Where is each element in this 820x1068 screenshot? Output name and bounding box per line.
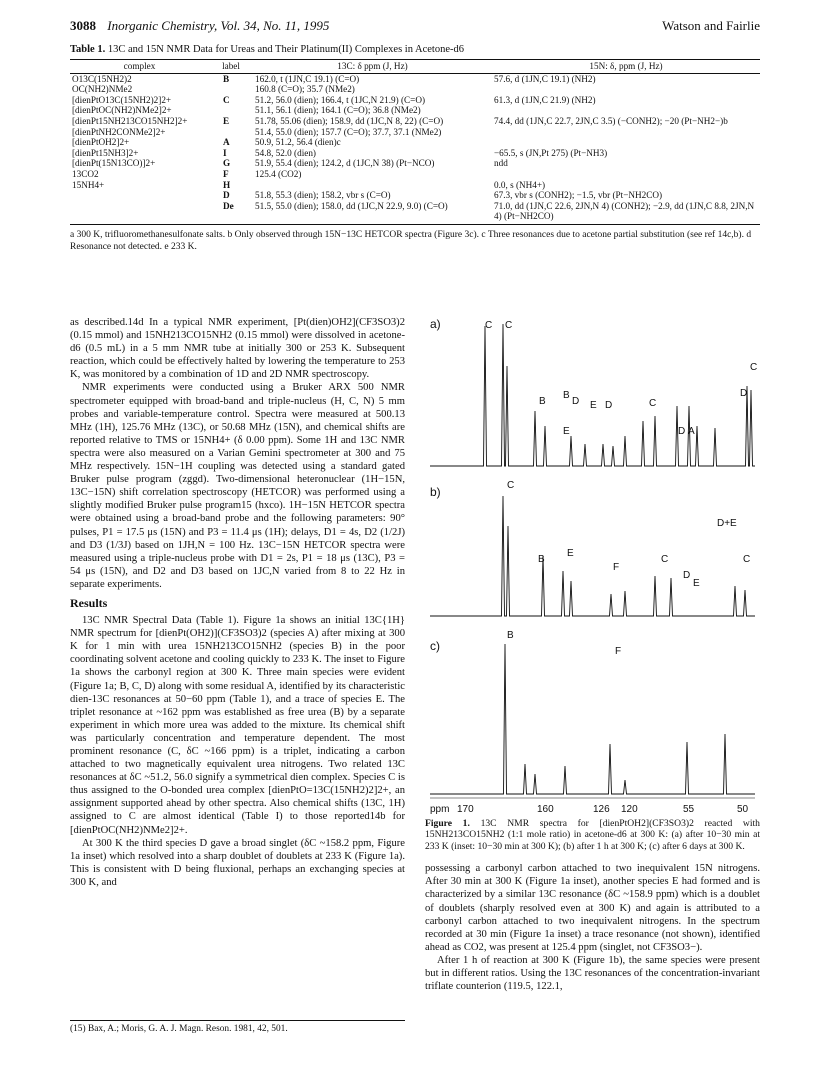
reference-footnote: (15) Bax, A.; Moris, G. A. J. Magn. Reson. 1981, 42, 501. bbox=[70, 1020, 405, 1034]
cell-label: C bbox=[223, 94, 230, 105]
axis-tick-label: 50 bbox=[737, 804, 749, 815]
table-row bbox=[70, 201, 760, 225]
peak-label-a: C bbox=[750, 362, 758, 373]
cell-c13: 51.1, 56.1 (dien); 164.1 (C=O); 36.8 (NMe2) bbox=[255, 105, 421, 116]
cell-complex: [dienPtNH2CONMe2]2+ bbox=[72, 126, 166, 137]
authors: Watson and Fairlie bbox=[662, 18, 760, 33]
body-paragraph: as described.14d In a typical NMR experiment, [Pt(dien)OH2](CF3SO3)2 (0.15 mmol) and 15NH213CO15NH2 (0.15 mmol) were dissolved in acetone-d6 (0.5 mL) in a 5 mm NMR tube at initially 300 or 253 K. Subsequent reaction, which could be effectively halted by lowering the temperature to 253 K, was monitored by a combination of 1D and 2D NMR spectroscopy. bbox=[70, 317, 405, 381]
page-number: 3088 bbox=[70, 18, 96, 33]
nmr-spectra-figure bbox=[425, 316, 760, 816]
peak-label-a: A bbox=[688, 426, 695, 437]
body-paragraph: possessing a carbonyl carbon attached to two inequivalent 15N nitrogens. After 30 min at 300 K (Figure 1a inset), another species E had formed and is characterized by a similar 13C resonance (δC ~158.9 ppm) which is a doublet of doublets (sharply resolved even at 300 K) and again is attributed to a carbonyl carbon attached to two inequivalent nitrogens. In the spectrum recorded at 30 min (Figure 1a inset) a trace resonance (not shown), identified ahead as CO2, was present at 125.4 ppm (singlet, not CF3SO3−). bbox=[425, 863, 760, 953]
peak-label-a: C bbox=[505, 320, 513, 331]
cell-n15 bbox=[492, 105, 760, 116]
cell-complex: [dienPtO13C(15NH2)2]2+ bbox=[72, 94, 172, 105]
cell-complex: OC(NH2)NMe2 bbox=[72, 84, 133, 95]
col-c13: 13C: δ ppm (J, Hz) bbox=[253, 60, 492, 74]
cell-complex: O13C(15NH2)2 bbox=[72, 73, 132, 84]
figure-1 bbox=[425, 316, 760, 816]
cell-label: F bbox=[223, 168, 229, 179]
axis-tick-label: 160 bbox=[537, 804, 554, 815]
cell-c13: 160.8 (C=O); 35.7 (NMe2) bbox=[255, 84, 355, 95]
col-label: label bbox=[209, 60, 253, 74]
peak-label-b: D+E bbox=[717, 518, 737, 529]
peak-label-b: E bbox=[693, 578, 700, 589]
peak-label-b: E bbox=[567, 548, 574, 559]
cell-complex: [dienPt(15N13CO)]2+ bbox=[72, 158, 156, 169]
cell-label: I bbox=[223, 147, 227, 158]
nmr-data-table bbox=[70, 59, 760, 225]
cell-label: A bbox=[223, 137, 230, 148]
cell-complex: [dienPtOH2]2+ bbox=[72, 137, 130, 148]
cell-n15: 67.3, vbr s (CONH2); −1.5, vbr (Pt−NH2CO) bbox=[494, 190, 663, 201]
peak-label-b: C bbox=[661, 554, 669, 565]
peak-label-a: C bbox=[485, 320, 493, 331]
cell-n15: 57.6, d (1JN,C 19.1) (NH2) bbox=[494, 73, 596, 84]
cell-label: H bbox=[223, 179, 231, 190]
table-row bbox=[70, 116, 760, 127]
cell-complex: [dienPtOC(NH2)NMe2]2+ bbox=[72, 105, 172, 116]
table-row bbox=[70, 95, 760, 106]
peak-label-a: E bbox=[590, 400, 597, 411]
cell-c13 bbox=[253, 180, 492, 191]
left-column bbox=[70, 316, 405, 889]
journal-citation: Inorganic Chemistry, Vol. 34, No. 11, 1995 bbox=[107, 18, 330, 33]
table-header-row bbox=[70, 60, 760, 74]
cell-n15: ndd bbox=[494, 158, 508, 169]
spectrum-trace-a bbox=[430, 324, 758, 466]
table-row bbox=[70, 158, 760, 169]
table-body bbox=[70, 73, 760, 224]
col-complex: complex bbox=[70, 60, 209, 74]
running-header bbox=[70, 18, 760, 38]
cell-c13: 125.4 (CO2) bbox=[255, 168, 302, 179]
peak-label-c: B bbox=[507, 630, 514, 641]
peak-label-b: C bbox=[507, 480, 515, 491]
cell-label bbox=[209, 84, 253, 95]
peak-label-b: C bbox=[743, 554, 751, 565]
body-paragraph: 13C NMR Spectral Data (Table 1). Figure 1a shows an initial 13C{1H} NMR spectrum for [dienPt(OH2)](CF3SO3)2 (species A) after mixing at 300 K for 1 min with urea 15NH213CO15NH2 (species B) in the poor coordinating solvent acetone and cooling quickly to 233 K. The inset to Figure 1a shows the carbonyl region at 300 K. Three main species were evident (Figure 1a; B, C, D) along with some residual A, identified by its characteristic dien-13C resonances at 50−60 ppm (Table 1), and a trace of species E. The triplet resonance at ~162 ppm was established as free urea (B) by a separate experiment in which more urea was added to the mixture. Its chemical shift was particularly concentration and temperature dependent. The most prominent resonance (C, δC ~166 ppm) is a triplet, indicating a carbon attached to two magnetically equivalent urea nitrogens. Two related 13C resonances at δC ~51.2, 56.0 signify a symmetrical dien complex. Species C is thus assigned to the O-bonded urea complex [dienPtO=13C(15NH2)2]2+, an assignment supported ahead by other spectra. Also chemical shifts (13C, 1H) assigned to C are almost identical (Table I) to those reported14b for [dienPtOC(NH2)NMe2]2+. bbox=[70, 615, 405, 836]
cell-c13: 51.8, 55.3 (dien); 158.2, vbr s (C=O) bbox=[255, 190, 391, 201]
table-row bbox=[70, 190, 760, 201]
peak-label-b: B bbox=[538, 554, 545, 565]
axis-tick-label: 170 bbox=[457, 804, 474, 815]
cell-n15 bbox=[492, 137, 760, 148]
peak-label-a: D bbox=[678, 426, 686, 437]
table-caption-text: 13C and 15N NMR Data for Ureas and Their Platinum(II) Complexes in Acetone-d6 bbox=[107, 44, 464, 55]
table-row bbox=[70, 180, 760, 191]
peak-label-b: F bbox=[613, 562, 620, 573]
peak-label-a: B bbox=[539, 396, 546, 407]
cell-label: G bbox=[223, 158, 231, 169]
axis-tick-label: 120 bbox=[621, 804, 638, 815]
cell-c13: 51.4, 55.0 (dien); 157.7 (C=O); 37.7, 37.1 (NMe2) bbox=[255, 126, 442, 137]
cell-label bbox=[209, 127, 253, 138]
peak-label-a: D bbox=[572, 396, 580, 407]
table-row bbox=[70, 127, 760, 138]
figure-caption bbox=[425, 818, 760, 852]
cell-n15 bbox=[492, 169, 760, 180]
spectrum-trace-c bbox=[430, 644, 755, 794]
cell-label bbox=[209, 105, 253, 116]
table-caption-label: Table 1. bbox=[70, 44, 106, 55]
page bbox=[70, 18, 760, 253]
figure-caption-text: 13C NMR spectra for [dienPtOH2](CF3SO3)2 reacted with 15NH213CO15NH2 (1:1 mole ratio) in acetone-d6 at 300 K: (a) after 10−30 min at 233 K (inset: 10−30 min at 300 K); (b) after 1 h at 300 K; (c) after 6 days at 300 K. bbox=[425, 818, 760, 852]
cell-label: De bbox=[209, 201, 253, 225]
panel-label-b: b) bbox=[430, 485, 441, 499]
table-footnote: a 300 K, trifluoromethanesulfonate salts. b Only observed through 15N−13C HETCOR spectra (Figure 3c). c Three resonances due to acetone partial substitution (see ref 14c,b). d Resonance not detected. e 233 K. bbox=[70, 229, 752, 252]
figure-caption-label: Figure 1. bbox=[425, 818, 470, 829]
cell-n15: 61.3, d (1JN,C 21.9) (NH2) bbox=[494, 94, 596, 105]
panel-label-a: a) bbox=[430, 317, 441, 331]
cell-c13: 54.8, 52.0 (dien) bbox=[255, 147, 316, 158]
table-row bbox=[70, 169, 760, 180]
cell-complex: [dienPt15NH3]2+ bbox=[72, 147, 139, 158]
axis-tick-label: 126 bbox=[593, 804, 610, 815]
cell-label: D bbox=[223, 190, 230, 201]
cell-c13: 51.2, 56.0 (dien); 166.4, t (1JC,N 21.9) (C=O) bbox=[255, 94, 426, 105]
cell-n15 bbox=[492, 127, 760, 138]
cell-complex bbox=[70, 190, 209, 201]
table-row bbox=[70, 84, 760, 95]
table-row bbox=[70, 137, 760, 148]
cell-n15: 0.0, s (NH4+) bbox=[494, 179, 546, 190]
cell-n15: −65.5, s (JN,Pt 275) (Pt−NH3) bbox=[494, 147, 608, 158]
panel-label-c: c) bbox=[430, 639, 440, 653]
peak-label-a: D bbox=[605, 400, 613, 411]
table-caption bbox=[70, 44, 760, 55]
body-paragraph: NMR experiments were conducted using a Bruker ARX 500 NMR spectrometer equipped with broad-band and triple-nucleus (H, C, N) 5 mm probes and variable-temperature control. Spectra were measured at 500.13 MHz (1H), 125.76 MHz (13C), or 50.68 MHz (15N), and chemical shifts are reported relative to TMS or 15NH4+ (δ 0.00 ppm). Some 1H and 13C NMR spectra were also measured on a Varian Gemini spectrometer at 300 and 75 MHz respectively. 15N−1H coupling was detected using a standard gated Bruker pulse program (zggd). Two-dimensional heteronuclear (1H−15N, 13C−15N) shift correlation spectroscopy (HETCOR) was performed using a slightly modified Bruker pulse program15 (hxco). 1H−15N HETCOR spectra were obtained using a broad-band probe and the following parameters: 90° pulses, P1 = 17.5 μs (15N) and P3 = 11.4 μs (1H); delays, D1 = 4s, D2 (1/2J) and D3 (1/3J) based on 1JH,N = 100 Hz. 13C−15N HETCOR spectra were measured using a triple-nucleus probe with D1 = 2s, P1 = 18 μs (13C), P3 = 54 μs (15N), and D2 and D3 based on 1JC,N varied from 8 to 22 Hz in separate experiments. bbox=[70, 382, 405, 590]
peak-label-c: F bbox=[615, 646, 622, 657]
table-row bbox=[70, 105, 760, 116]
peak-label-a: B bbox=[563, 390, 570, 401]
body-paragraph: At 300 K the third species D gave a broad singlet (δC ~158.2 ppm, Figure 1a inset) which resolved into a sharp doublet of doublets at 233 K (Figure 1a). This is consistent with D being fluxional, perhaps an exchanging species at 300 K, and bbox=[70, 837, 405, 888]
cell-label: B bbox=[223, 73, 230, 84]
cell-c13: 51.9, 55.4 (dien); 124.2, d (1JC,N 38) (Pt−NCO) bbox=[255, 158, 435, 169]
cell-c13: 50.9, 51.2, 56.4 (dien)c bbox=[255, 137, 341, 148]
spectrum-trace-b bbox=[430, 496, 755, 616]
cell-label: E bbox=[223, 115, 230, 126]
col-n15: 15N: δ, ppm (J, Hz) bbox=[492, 60, 760, 74]
cell-c13: 51.78, 55.06 (dien); 158.9, dd (1JC,N 8, 22) (C=O) bbox=[255, 115, 444, 126]
cell-n15 bbox=[492, 84, 760, 95]
section-heading-results: Results bbox=[70, 595, 108, 610]
table-row bbox=[70, 73, 760, 84]
cell-c13: 51.5, 55.0 (dien); 158.0, dd (1JC,N 22.9, 9.0) (C=O) bbox=[253, 201, 492, 225]
body-paragraph: After 1 h of reaction at 300 K (Figure 1b), the same species were present but in different ratios. Using the 13C resonances of the concentration-invariant triflate counterion (119.5, 122.1, bbox=[425, 954, 760, 993]
cell-complex: 13CO2 bbox=[72, 168, 99, 179]
cell-complex bbox=[70, 201, 209, 225]
peak-label-a: C bbox=[649, 398, 657, 409]
axis-tick-label: 55 bbox=[683, 804, 695, 815]
table-row bbox=[70, 148, 760, 159]
cell-n15: 74.4, dd (1JN,C 22.7, 2JN,C 3.5) (−CONH2); −20 (Pt−NH2−)b bbox=[494, 115, 728, 126]
cell-complex: 15NH4+ bbox=[72, 179, 105, 190]
peak-label-b: D bbox=[683, 570, 691, 581]
peak-label-a: D bbox=[740, 388, 748, 399]
right-column bbox=[425, 316, 760, 993]
peak-label-a: E bbox=[563, 426, 570, 437]
axis-unit-label: ppm bbox=[430, 804, 450, 815]
cell-c13: 162.0, t (1JN,C 19.1) (C=O) bbox=[255, 73, 360, 84]
cell-n15: 71.0, dd (1JN,C 22.6, 2JN,N 4) (CONH2); −2.9, dd (1JN,C 8.8, 2JN,N 4) (Pt−NH2CO) bbox=[492, 201, 760, 225]
cell-complex: [dienPt15NH213CO15NH2]2+ bbox=[72, 115, 188, 126]
